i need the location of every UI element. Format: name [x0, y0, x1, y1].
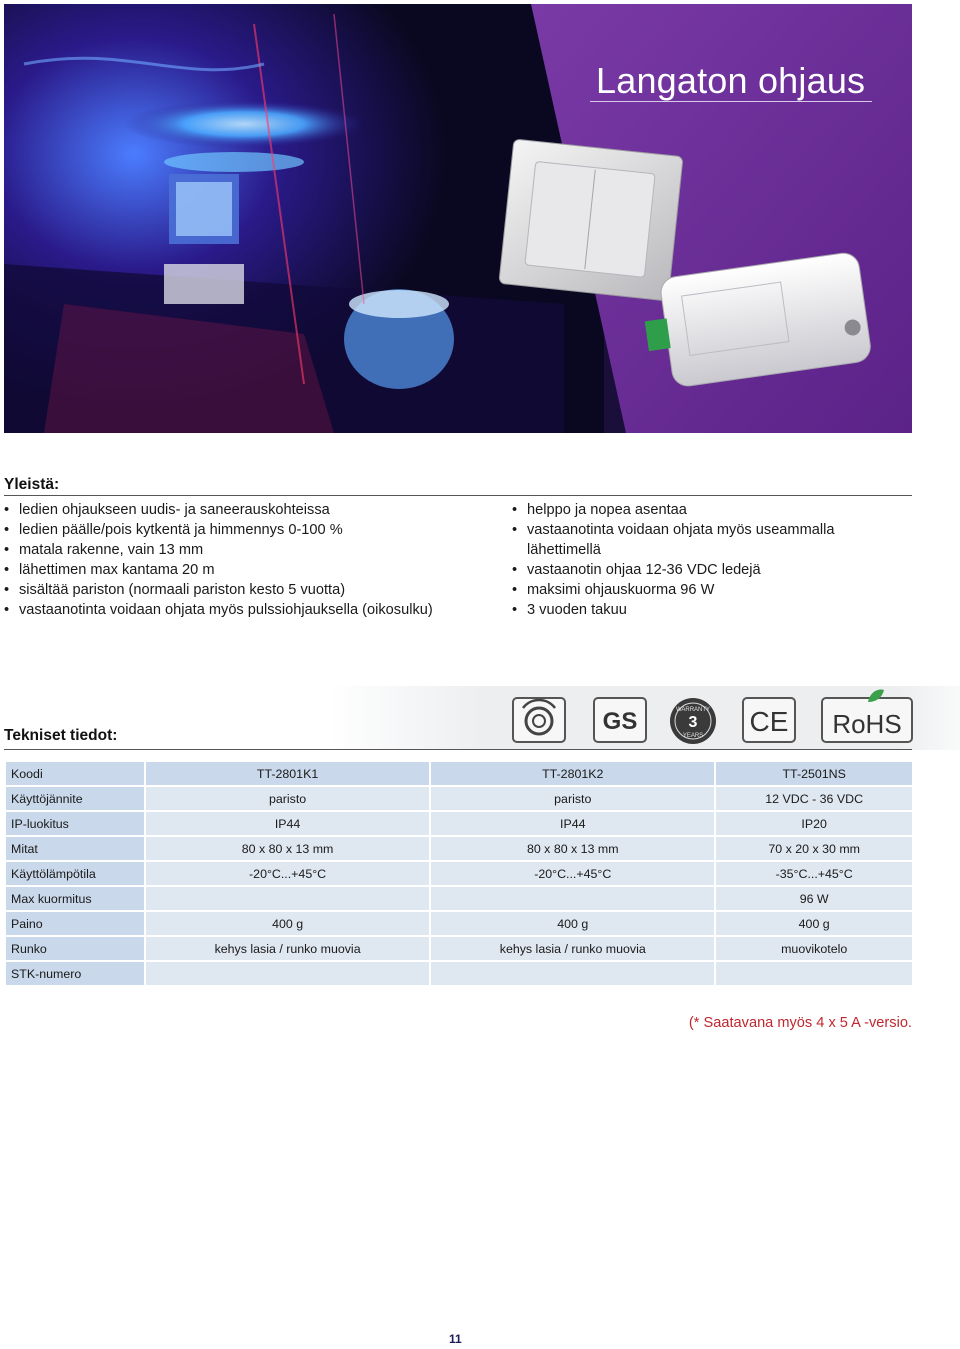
- table-cell: 70 x 20 x 30 mm: [716, 837, 912, 860]
- table-cell: 400 g: [146, 912, 429, 935]
- row-label: Max kuormitus: [6, 887, 144, 910]
- list-item: • helppo ja nopea asentaa: [512, 500, 862, 520]
- row-label: IP-luokitus: [6, 812, 144, 835]
- list-item: • maksimi ohjauskuorma 96 W: [512, 580, 862, 600]
- list-item: • vastaanotinta voidaan ohjata myös pulssiohjauksella (oikosulku): [4, 600, 484, 620]
- table-cell: TT-2501NS: [716, 762, 912, 785]
- page-number: 11: [449, 1332, 462, 1346]
- availability-note: (* Saatavana myös 4 x 5 A -versio.: [688, 1015, 912, 1031]
- row-label: Koodi: [6, 762, 144, 785]
- table-cell: 80 x 80 x 13 mm: [431, 837, 714, 860]
- table-cell: [146, 887, 429, 910]
- table-cell: 12 VDC - 36 VDC: [716, 787, 912, 810]
- table-cell: IP20: [716, 812, 912, 835]
- hero-banner: [4, 4, 912, 433]
- table-row: [6, 787, 912, 810]
- rohs-label: RoHS: [832, 709, 902, 739]
- general-list-left: [4, 500, 484, 620]
- row-label: Käyttölämpötila: [6, 862, 144, 885]
- list-item: • 3 vuoden takuu: [512, 600, 862, 620]
- list-item: • vastaanotin ohjaa 12-36 VDC ledejä: [512, 560, 862, 580]
- general-heading: Yleistä:: [4, 476, 60, 493]
- general-list-right: [512, 500, 862, 620]
- table-cell: muovikotelo: [716, 937, 912, 960]
- 3-year-warranty-seal: [668, 696, 718, 746]
- table-row: [6, 962, 912, 985]
- list-item: • matala rakenne, vain 13 mm: [4, 540, 484, 560]
- gs-label: GS: [602, 708, 638, 735]
- table-cell: [431, 887, 714, 910]
- row-label: Runko: [6, 937, 144, 960]
- technical-heading: Tekniset tiedot:: [4, 727, 118, 744]
- rohs-icon: [820, 688, 914, 744]
- svg-text:YEARS: YEARS: [682, 733, 704, 739]
- svg-text:3: 3: [688, 714, 698, 731]
- list-item: • ledien ohjaukseen uudis- ja saneerauskohteissa: [4, 500, 484, 520]
- table-row: [6, 912, 912, 935]
- table-cell: paristo: [431, 787, 714, 810]
- list-item: • sisältää pariston (normaali pariston kesto 5 vuotta): [4, 580, 484, 600]
- table-row: [6, 862, 912, 885]
- table-cell: -20°C...+45°C: [146, 862, 429, 885]
- table-cell: [716, 962, 912, 985]
- row-label: Käyttöjännite: [6, 787, 144, 810]
- row-label: Mitat: [6, 837, 144, 860]
- table-cell: 400 g: [431, 912, 714, 935]
- list-item: • ledien päälle/pois kytkentä ja himmennys 0-100 %: [4, 520, 484, 540]
- table-row: [6, 937, 912, 960]
- table-row: [6, 762, 912, 785]
- table-cell: TT-2801K2: [431, 762, 714, 785]
- svg-text:WARRANTY: WARRANTY: [675, 707, 711, 713]
- technical-divider: [4, 749, 912, 750]
- table-cell: IP44: [146, 812, 429, 835]
- dimmer-icon: [511, 696, 567, 744]
- ce-label: CE: [749, 706, 789, 737]
- table-cell: kehys lasia / runko muovia: [146, 937, 429, 960]
- page-title: Langaton ohjaus: [596, 60, 866, 101]
- row-label: Paino: [6, 912, 144, 935]
- table-cell: 400 g: [716, 912, 912, 935]
- table-cell: TT-2801K1: [146, 762, 429, 785]
- table-cell: IP44: [431, 812, 714, 835]
- table-cell: -20°C...+45°C: [431, 862, 714, 885]
- table-cell: kehys lasia / runko muovia: [431, 937, 714, 960]
- table-cell: 80 x 80 x 13 mm: [146, 837, 429, 860]
- ce-mark-icon: [741, 696, 797, 744]
- table-cell: 96 W: [716, 887, 912, 910]
- table-cell: [146, 962, 429, 985]
- spec-table: [4, 760, 914, 987]
- table-cell: paristo: [146, 787, 429, 810]
- list-item: • vastaanotinta voidaan ohjata myös useammalla lähettimellä: [512, 520, 862, 560]
- title-underline: [590, 101, 872, 102]
- table-cell: [431, 962, 714, 985]
- list-item: • lähettimen max kantama 20 m: [4, 560, 484, 580]
- row-label: STK-numero: [6, 962, 144, 985]
- table-row: [6, 812, 912, 835]
- general-divider: [4, 495, 912, 496]
- table-row: [6, 887, 912, 910]
- gs-mark-icon: [592, 696, 648, 744]
- certification-logos: [328, 686, 960, 750]
- table-row: [6, 837, 912, 860]
- table-cell: -35°C...+45°C: [716, 862, 912, 885]
